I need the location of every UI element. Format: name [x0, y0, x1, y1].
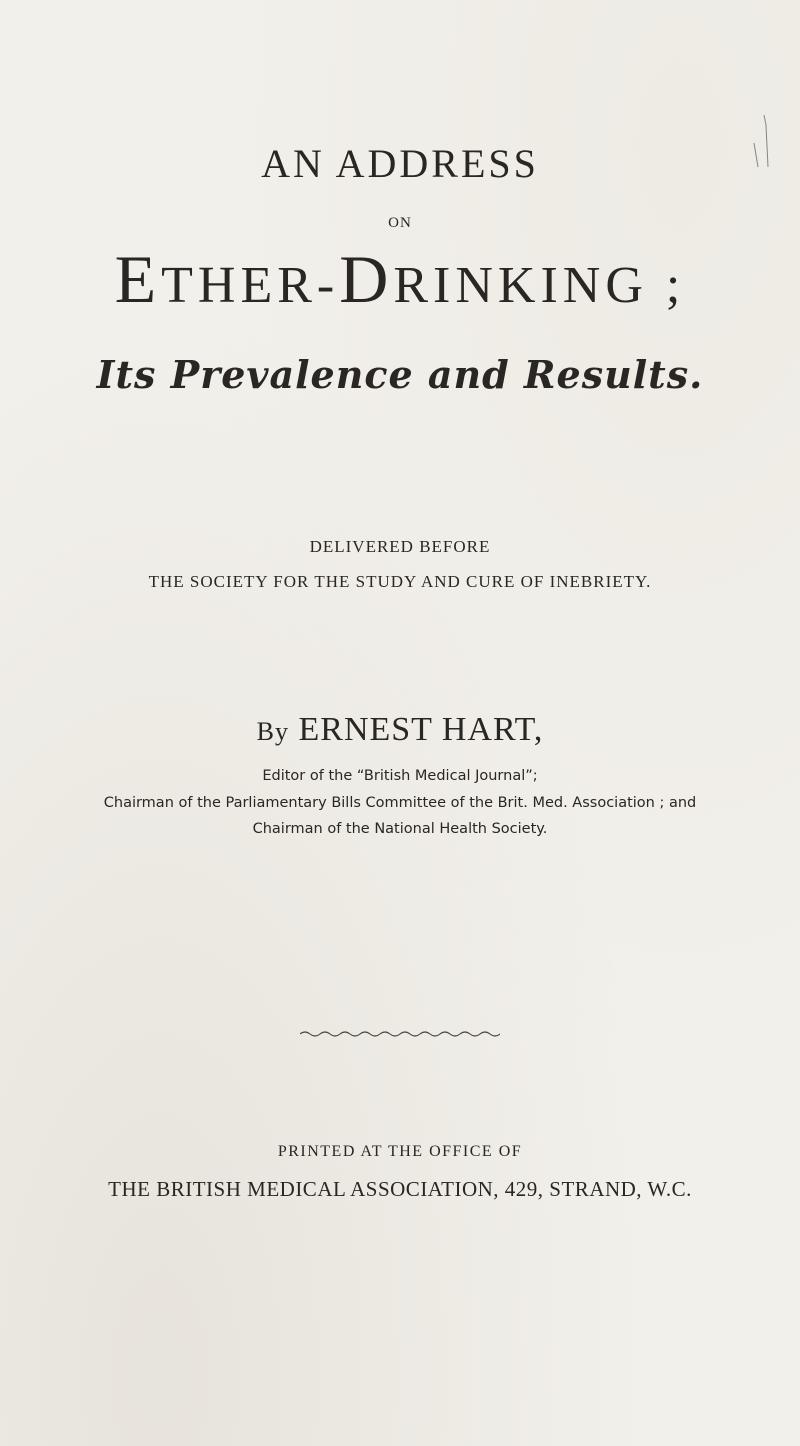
main-title	[30, 240, 770, 319]
main-title-cap-d: D	[339, 241, 394, 317]
on-label: ON	[388, 215, 412, 231]
main-title-cap-e: E	[114, 241, 162, 317]
author-line	[0, 711, 800, 749]
author-desc-chairman-bills: Chairman of the Parliamentary Bills Committee of the Brit. Med. Association ; and	[103, 795, 697, 811]
society-name: THE SOCIETY FOR THE STUDY AND CURE OF INEBRIETY.	[148, 572, 652, 591]
pencil-mark	[752, 105, 772, 175]
delivered-before: DELIVERED BEFORE	[309, 537, 491, 556]
main-title-part-1: THER-	[161, 257, 340, 314]
publisher-address: THE BRITISH MEDICAL ASSOCIATION, 429, STRAND, W.C.	[108, 1177, 692, 1201]
address-heading: AN ADDRESS	[261, 141, 539, 186]
main-title-part-2: RINKING ;	[393, 257, 686, 314]
wavy-rule-ornament	[300, 1029, 500, 1039]
subtitle: Its Prevalence and Results.	[96, 352, 704, 397]
author-desc-chairman-health: Chairman of the National Health Society.	[252, 821, 548, 837]
by-label: By	[256, 717, 289, 746]
author-desc-editor: Editor of the “British Medical Journal”;	[262, 768, 538, 784]
printed-at: PRINTED AT THE OFFICE OF	[277, 1143, 523, 1160]
author-name: ERNEST HART,	[298, 711, 544, 748]
